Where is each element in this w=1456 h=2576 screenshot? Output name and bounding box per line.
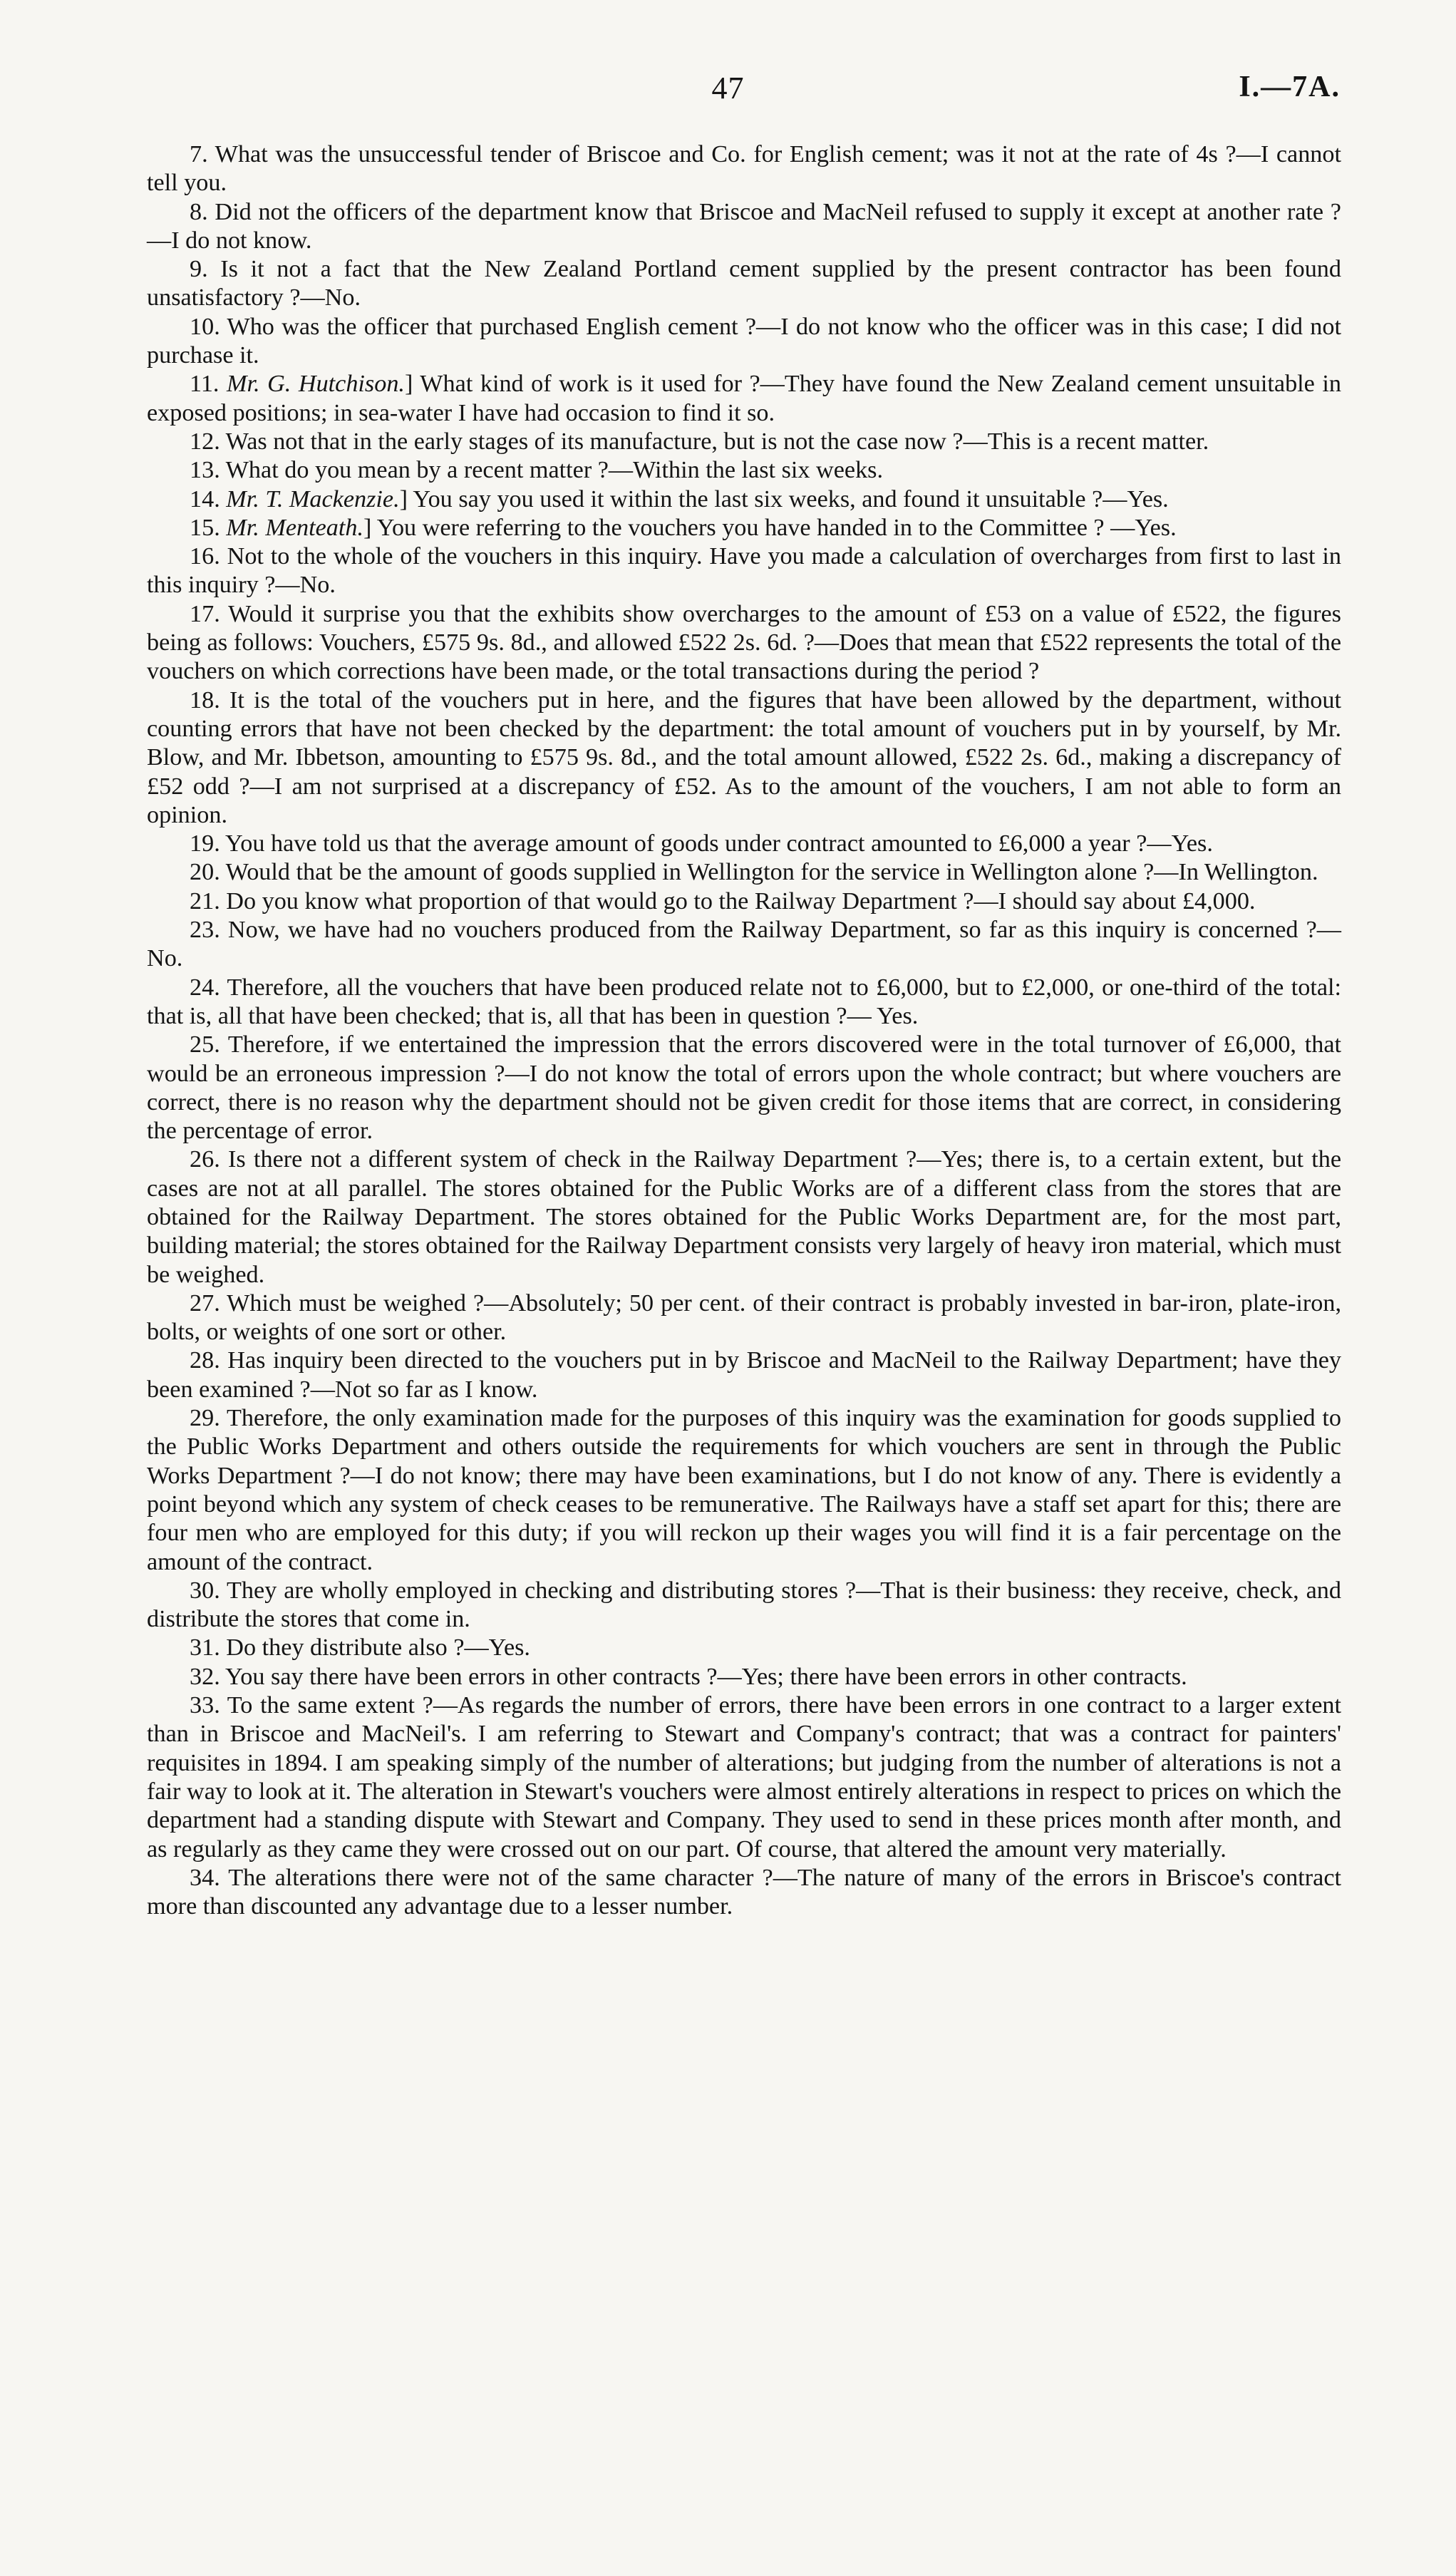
paragraph-number: 15. [190, 514, 220, 541]
paragraph-text: 17. Would it surprise you that the exhibits show overcharges to the amount of £53 on a value of £522, the figures being as follows: Vouchers, £575 9s. 8d., and allowed £522 2s. 6d. ?—Does that mean that £522 represents the total of the vouchers on which corrections have been made, or the total transactions during the period ? [147, 600, 1341, 685]
paragraph [147, 198, 1341, 256]
speaker-name: Mr. Menteath. [226, 514, 364, 541]
paragraph [147, 456, 1341, 485]
paragraph [147, 542, 1341, 600]
paragraph-text: 7. What was the unsuccessful tender of Briscoe and Co. for English cement; was it not at the rate of 4s ?—I cannot tell you. [147, 141, 1341, 197]
speaker-name: Mr. G. Hutchison. [227, 371, 405, 398]
paragraph-text: 34. The alterations there were not of the same character ?—The nature of many of the errors in Briscoe's contract more than discounted any advantage due to a lesser number. [147, 1864, 1341, 1920]
paragraph [147, 370, 1341, 428]
paragraph-number: 11. [190, 371, 220, 398]
page-header [0, 70, 1456, 113]
document-body [147, 140, 1341, 1921]
paragraph-text: 9. Is it not a fact that the New Zealand Portland cement supplied by the present contractor has been found unsatisfactory ?—No. [147, 256, 1341, 311]
paragraph [147, 686, 1341, 830]
document-reference: I.—7A. [1239, 71, 1341, 103]
paragraph [147, 858, 1341, 887]
paragraph [147, 1577, 1341, 1634]
paragraph-text: 23. Now, we have had no vouchers produced from the Railway Department, so far as this inquiry is concerned ?—No. [147, 917, 1341, 972]
paragraph-text: 33. To the same extent ?—As regards the number of errors, there have been errors in one contract to a larger extent than in Briscoe and MacNeil's. I am referring to Stewart and Company's contract; that was a contract for painters' requisites in 1894. I am speaking simply of the number of alterations; but judging from the number of alterations is not a fair way to look at it. The alteration in Stewart's vouchers were almost entirely alterations in respect to prices on which the department had a standing dispute with Stewart and Company. They used to send in these prices month after month, and as regularly as they came they were crossed out on our part. Of course, that altered the amount very materially. [147, 1692, 1341, 1863]
paragraph [147, 1691, 1341, 1864]
paragraph [147, 600, 1341, 686]
paragraph [147, 1634, 1341, 1662]
paragraph [147, 1289, 1341, 1347]
paragraph-text: 13. What do you mean by a recent matter ?—Within the last six weeks. [190, 457, 884, 484]
paragraph [147, 830, 1341, 858]
paragraph [147, 1031, 1341, 1145]
paragraph [147, 428, 1341, 456]
paragraph-text: 25. Therefore, if we entertained the impression that the errors discovered were in the total turnover of £6,000, that would be an erroneous impression ?—I do not know the total of errors upon the whole contract; but where vouchers are correct, there is no reason why the department should not be given credit for those items that are correct, in considering the percentage of error. [147, 1031, 1341, 1145]
paragraph-text: 26. Is there not a different system of check in the Railway Department ?—Yes; there is, to a certain extent, but the cases are not at all parallel. The stores obtained for the Public Works are of a different class from the stores that are obtained for the Railway Department. The stores obtained for the Public Works Department are, for the most part, building material; the stores obtained for the Railway Department consists very largely of heavy iron material, which must be weighed. [147, 1146, 1342, 1288]
paragraph-text: 27. Which must be weighed ?—Absolutely; 50 per cent. of their contract is probably invested in bar-iron, plate-iron, bolts, or weights of one sort or other. [147, 1289, 1341, 1346]
paragraph [147, 140, 1341, 198]
paragraph-text: 30. They are wholly employed in checking and distributing stores ?—That is their business: they receive, check, and distribute the stores that come in. [147, 1577, 1341, 1633]
paragraph-text: 16. Not to the whole of the vouchers in this inquiry. Have you made a calculation of overcharges from first to last in this inquiry ?—No. [147, 543, 1341, 599]
paragraph [147, 1404, 1341, 1577]
paragraph [147, 1663, 1341, 1691]
paragraph-text: ] What kind of work is it used for ?—They have found the New Zealand cement unsuitable in exposed positions; in sea-water I have had occasion to find it so. [147, 371, 1341, 426]
paragraph-text: 29. Therefore, the only examination made for the purposes of this inquiry was the examination for goods supplied to the Public Works Department and others outside the requirements for which vouchers are sent in through the Public Works Department ?—I do not know; there may have been examinations, but I do not know of any. There is evidently a point beyond which any system of check ceases to be remunerative. The Railways have a staff set apart for this; there are four men who are employed for this duty; if you will reckon up their wages you will find it is a fair percentage on the amount of the contract. [147, 1405, 1341, 1575]
paragraph-text: 20. Would that be the amount of goods supplied in Wellington for the service in Wellington alone ?—In Wellington. [190, 859, 1318, 886]
paragraph [147, 887, 1341, 916]
paragraph-text: ] You were referring to the vouchers you have handed in to the Committee ? —Yes. [363, 514, 1177, 541]
paragraph [147, 1346, 1341, 1404]
paragraph-text: ] You say you used it within the last six weeks, and found it unsuitable ?—Yes. [399, 485, 1169, 512]
paragraph-text: 32. You say there have been errors in other contracts ?—Yes; there have been errors in other contracts. [190, 1663, 1187, 1690]
paragraph-text: 21. Do you know what proportion of that would go to the Railway Department ?—I should say about £4,000. [190, 887, 1256, 915]
speaker-name: Mr. T. Mackenzie. [226, 485, 400, 512]
page-number: 47 [711, 71, 745, 105]
paragraph-text: 10. Who was the officer that purchased English cement ?—I do not know who the officer was in this case; I did not purchase it. [147, 313, 1341, 369]
paragraph-text: 31. Do they distribute also ?—Yes. [190, 1634, 530, 1661]
paragraph [147, 313, 1341, 371]
paragraph-text: 19. You have told us that the average amount of goods under contract amounted to £6,000 a year ?—Yes. [190, 830, 1213, 857]
paragraph [147, 974, 1341, 1031]
paragraph [147, 1864, 1341, 1922]
paragraph-number: 14. [190, 485, 220, 512]
paragraph [147, 485, 1341, 514]
paragraph [147, 514, 1341, 542]
paragraph-text: 28. Has inquiry been directed to the vouchers put in by Briscoe and MacNeil to the Railway Department; have they been examined ?—Not so far as I know. [147, 1347, 1341, 1403]
paragraph [147, 255, 1341, 313]
paragraph-text: 12. Was not that in the early stages of its manufacture, but is not the case now ?—This is a recent matter. [190, 428, 1209, 455]
paragraph-text: 24. Therefore, all the vouchers that have been produced relate not to £6,000, but to £2,000, or one-third of the total: that is, all that have been checked; that is, all that has been in question ?— Yes. [147, 974, 1341, 1029]
paragraph-text: 8. Did not the officers of the department know that Briscoe and MacNeil refused to supply it except at another rate ?—I do not know. [147, 198, 1341, 254]
paragraph-text: 18. It is the total of the vouchers put in here, and the figures that have been allowed by the department, without counting errors that have not been checked by the department: the total amount of vouchers put in by yourself, by Mr. Blow, and Mr. Ibbetson, amounting to £575 9s. 8d., and the total amount allowed, £522 2s. 6d., making a discrepancy of £52 odd ?—I am not surprised at a discrepancy of £52. As to the amount of the vouchers, I am not able to form an opinion. [147, 686, 1341, 828]
paragraph [147, 1145, 1341, 1289]
paragraph [147, 916, 1341, 974]
